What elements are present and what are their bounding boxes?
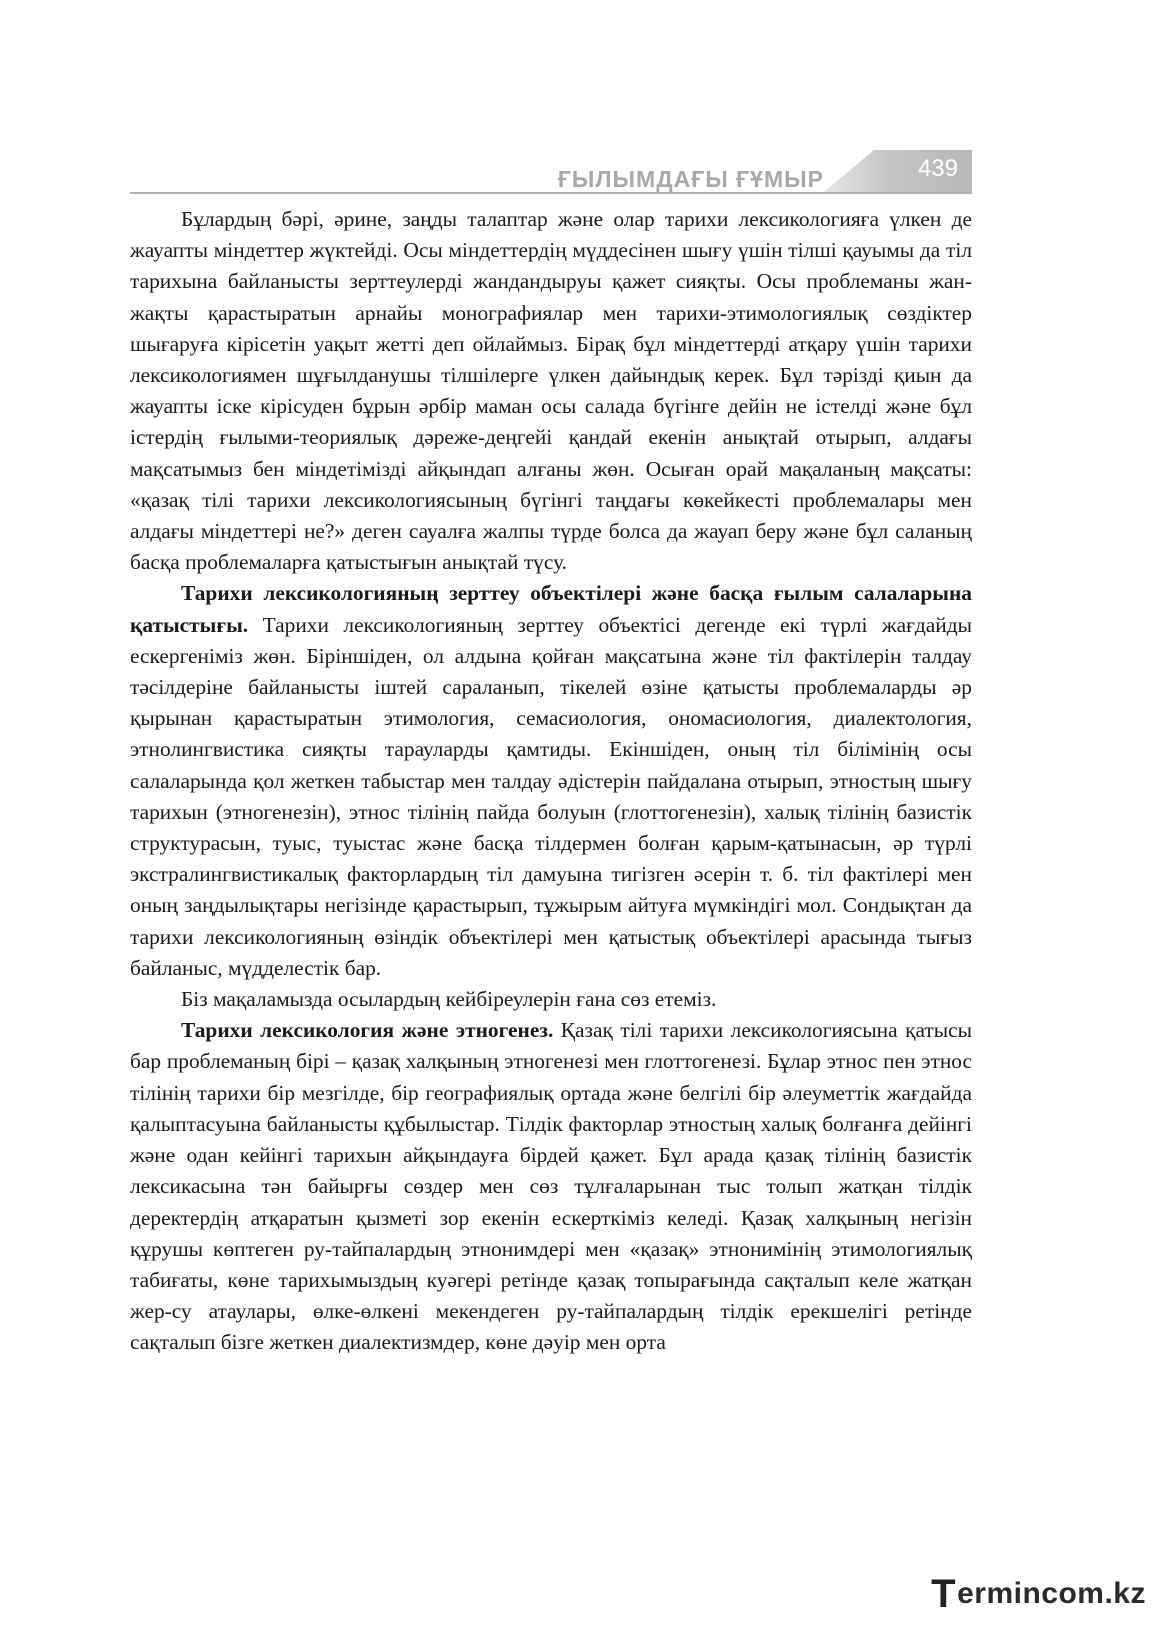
paragraph [130, 984, 972, 1015]
termincom-watermark [931, 1569, 1146, 1619]
page-number: 439 [917, 155, 958, 182]
paragraph [130, 204, 972, 578]
header-rule [130, 192, 972, 194]
watermark-t-mark: T [931, 1571, 957, 1616]
paragraph-text: Бұлардың бәрі, әрине, заңды талаптар және олар тарихи лексикологияға үлкен де жауапты міндеттер жүктейді. Осы міндеттердің мүддесінен шығу үшін тілші қауымы да тіл тарихына байланысты зерттеулерді жандандыруы қажет сияқты. Осы проблеманы жан-жақты қарастыратын арнайы монографиялар мен тарихи-этимологиялық сөздіктер шығаруға кірісетін уақыт жетті деп ойлаймыз. Бірақ бұл міндеттерді атқару үшін тарихи лексикологиямен шұғылданушы тілшілерге үлкен дайындық керек. Бұл тәрізді қиын да жауапты іске кірісуден бұрын әрбір маман осы салада бүгінге дейін не істелді және бұл істердің ғылыми-теориялық дәреже-деңгейі қандай екенін анықтай отырып, алдағы мақсатымыз бен міндетімізді айқындап алғаны жөн. Осыған орай мақаланың мақсаты: «қазақ тілі тарихи лексикологиясының бүгінгі таңдағы көкейкесті проблемалары мен алдағы міндеттері не?» деген сауалға жалпы түрде болса да жауап беру және бұл саланың басқа проблемаларға қатыстығын анықтай түсу. [130, 207, 972, 575]
article-body [130, 204, 972, 1359]
paragraph-text: Тарихи лексикологияның зерттеу объектісі дегенде екі түрлі жағдайды ескергеніміз жөн. Біріншіден, ол алдына қойған мақсатына және тіл фактілерін талдау тәсілдеріне байланысты іштей сараланып, тікелей өзіне қатысты проблемаларды әр қырынан қарастыратын этимология, семасиология, ономасиология, диалектология, этнолингвистика сияқты тарауларды қамтиды. Екіншіден, оның тіл білімінің осы салаларында қол жеткен табыстар мен талдау әдістерін пайдалана отырып, этностың шығу тарихын (этногенезін), этнос тілінің пайда болуын (глоттогенезін), халық тілінің базистік структурасын, туыс, туыстас және басқа тілдермен болған қарым-қатынасын, әр түрлі экстралингвистикалық факторлардың тіл дамуына тигізген әсерін т. б. тіл фактілері мен оның заңдылықтары негізінде қарастырып, тұжырым айтуға мүмкіндігі мол. Сондықтан да тарихи лексикологияның өзіндік объектілері мен қатыстық объектілері арасында тығыз байланыс, мүдделестік бар. [130, 612, 972, 980]
paragraph-text: Қазақ тілі тарихи лексикологиясына қатысы бар проблеманың бірі – қазақ халқының этногенезі мен глоттогенезі. Бұлар этнос пен этнос тілінің тарихи бір мезгілде, бір географиялық ортада және белгілі бір әлеуметтік жағдайда қалыптасуына байланысты құбылыстар. Тілдік факторлар этностың халық болғанға дейінгі және одан кейінгі тарихын айқындауға бірдей қажет. Бұл арада қазақ тілінің базистік лексикасына тән байырғы сөздер мен сөз тұлғаларынан тыс толып жатқан тілдік деректердің атқаратын қызметі зор екенін ескерткіміз келеді. Қазақ халқының негізін құрушы көптеген ру-тайпалардың этнонимдері мен «қазақ» этнонимінің этимологиялық табиғаты, көне тарихымыздың куәгері ретінде қазақ топырағында сақталып келе жатқан жер-су атаулары, өлке-өлкені мекендеген ру-тайпалардың тілдік ерекшелігі ретінде сақталып бізге жеткен диалектизмдер, көне дәуір мен орта [130, 1018, 972, 1355]
paragraph [130, 1015, 972, 1358]
header-title: ҒЫЛЫМДАҒЫ ҒҰМЫР [557, 166, 824, 192]
section-heading: Тарихи лексикология және этногенез. [181, 1018, 554, 1043]
paragraph [130, 578, 972, 984]
paragraph-text: Біз мақаламызда осылардың кейбіреулерін ғана сөз етеміз. [181, 987, 717, 1012]
running-header [130, 150, 972, 194]
watermark-text: ermincom [957, 1577, 1105, 1610]
watermark-tld: .kz [1104, 1577, 1146, 1610]
page-number-tab [824, 150, 972, 192]
section-heading: Тарихи лексикологияның зерттеу объектілері және басқа ғылым салаларына қатыстығы. [130, 581, 972, 637]
